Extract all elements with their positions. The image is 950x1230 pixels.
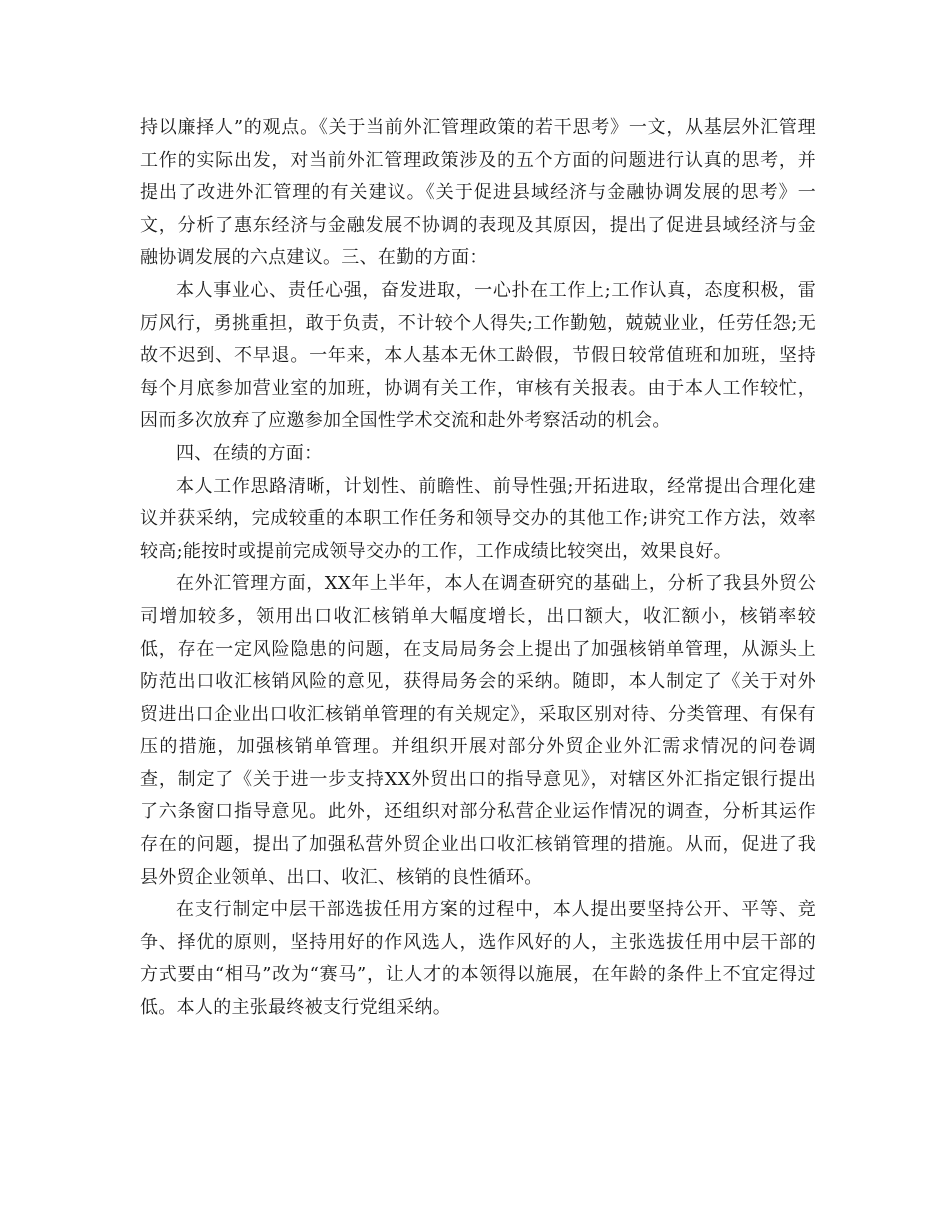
paragraph: 在外汇管理方面，XX年上半年，本人在调查研究的基础上，分析了我县外贸公司增加较多，领用出口收汇核销单大幅度增长，出口额大，收汇额小，核销率较低，存在一定风险隐患的问题，在支局局务会上提出了加强核销单管理，从源头上防范出口收汇核销风险的意见，获得局务会的采纳。随即，本人制定了《关于对外贸进出口企业出口收汇核销单管理的有关规定》，采取区别对待、分类管理、有保有压的措施，加强核销单管理。并组织开展对部分外贸企业外汇需求情况的问卷调查，制定了《关于进一步支持XX外贸出口的指导意见》，对辖区外汇指定银行提出了六条窗口指导意见。此外，还组织对部分私营企业运作情况的调查，分析其运作存在的问题，提出了加强私营外贸企业出口收汇核销管理的措施。从而，促进了我县外贸企业领单、出口、收汇、核销的良性循环。 <box>140 573 816 888</box>
paragraph: 持以廉择人”的观点。《关于当前外汇管理政策的若干思考》一文，从基层外汇管理工作的实际出发，对当前外汇管理政策涉及的五个方面的问题进行认真的思考，并提出了改进外汇管理的有关建议。《关于促进县域经济与金融协调发展的思考》一文，分析了惠东经济与金融发展不协调的表现及其原因，提出了促进县域经济与金融协调发展的六点建议。三、在勤的方面： <box>140 117 816 269</box>
section-heading: 四、在绩的方面： <box>176 442 323 464</box>
paragraph: 本人事业心、责任心强，奋发进取，一心扑在工作上;工作认真，态度积极，雷厉风行，勇挑重担，敢于负责，不计较个人得失;工作勤勉，兢兢业业，任劳任怨;无故不迟到、不早退。一年来，本人基本无休工龄假，节假日较常值班和加班，坚持每个月底参加营业室的加班，协调有关工作，审核有关报表。由于本人工作较忙，因而多次放弃了应邀参加全国性学术交流和赴外考察活动的机会。 <box>140 279 816 432</box>
document-page <box>140 112 816 1025</box>
paragraph: 在支行制定中层干部选拔任用方案的过程中，本人提出要坚持公开、平等、竞争、择优的原则，坚持用好的作风选人，选作风好的人，主张选拔任用中层干部的方式要由“相马”改为“赛马”，让人才的本领得以施展，在年龄的条件上不宜定得过低。本人的主张最终被支行党组采纳。 <box>140 899 816 1019</box>
paragraph: 本人工作思路清晰，计划性、前瞻性、前导性强;开拓进取，经常提出合理化建议并获采纳，完成较重的本职工作任务和领导交办的其他工作;讲究工作方法，效率较高;能按时或提前完成领导交办的工作，工作成绩比较突出，效果良好。 <box>140 475 816 562</box>
